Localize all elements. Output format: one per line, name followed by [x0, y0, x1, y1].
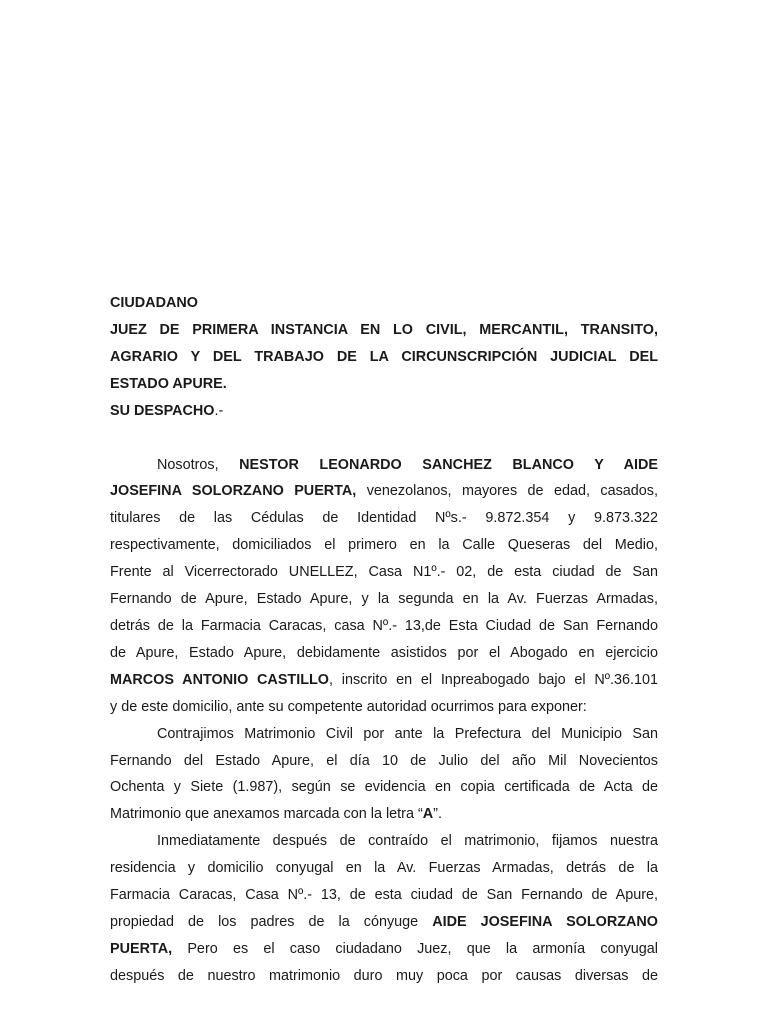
text-line: [110, 452, 658, 479]
addressee-title: CIUDADANO: [110, 295, 198, 311]
paragraph-gap: [110, 425, 658, 452]
text-line: y de este domicilio, ante su competente autoridad ocurrimos para exponer:: [110, 698, 587, 715]
text-line: residencia y domicilio conyugal en la Av. Fuerzas Armadas, detrás de la: [110, 860, 658, 877]
office-suffix: .-: [214, 402, 224, 419]
text-line: Contrajimos Matrimonio Civil por ante la Prefectura del Municipio San: [157, 725, 658, 742]
addressee-court-line-3: ESTADO APURE.: [110, 375, 227, 392]
text-span: Pero es el caso ciudadano Juez, que la armonía conyugal: [172, 940, 658, 957]
text-line: Frente al Vicerrectorado UNELLEZ, Casa N1º.- 02, de esta ciudad de San: [110, 564, 658, 581]
text-span: venezolanos, mayores de edad, casados,: [356, 483, 659, 500]
text-line: después de nuestro matrimonio duro muy poca por causas diversas de: [110, 967, 658, 984]
bold-names: AIDE JOSEFINA SOLORZANO: [432, 913, 658, 930]
text-line: detrás de la Farmacia Caracas, casa Nº.- 13,de Esta Ciudad de San Fernando: [110, 617, 658, 634]
text-line: Ochenta y Siete (1.987), según se evidencia en copia certificada de Acta de: [110, 779, 658, 796]
text-line: titulares de las Cédulas de Identidad Nºs.- 9.872.354 y 9.873.322: [110, 510, 658, 527]
text-line: Farmacia Caracas, Casa Nº.- 13, de esta ciudad de San Fernando de Apure,: [110, 887, 658, 904]
bold-annex-letter: A: [422, 806, 434, 823]
paragraph-residence: [110, 828, 658, 989]
office-label: SU DESPACHO: [110, 402, 215, 419]
text-span: Matrimonio que anexamos marcada con la letra “: [110, 806, 423, 823]
document-page: [110, 290, 658, 990]
text-line: [110, 909, 658, 936]
bold-names: NESTOR LEONARDO SANCHEZ BLANCO Y AIDE: [239, 456, 658, 473]
bold-lawyer-name: MARCOS ANTONIO CASTILLO: [110, 671, 329, 688]
addressee-office: [110, 398, 658, 425]
text-span: Nosotros,: [157, 456, 240, 473]
bold-names: PUERTA,: [110, 940, 173, 957]
text-span: propiedad de los padres de la cónyuge: [110, 913, 433, 930]
addressee-court-line-2: AGRARIO Y DEL TRABAJO DE LA CIRCUNSCRIPCIÓN JUDICIAL DEL: [110, 348, 658, 365]
text-line: [110, 667, 658, 694]
paragraph-parties: [110, 452, 658, 721]
text-line: de Apure, Estado Apure, debidamente asistidos por el Abogado en ejercicio: [110, 644, 658, 661]
addressee-court-line-1: JUEZ DE PRIMERA INSTANCIA EN LO CIVIL, MERCANTIL, TRANSITO,: [110, 321, 658, 338]
text-span: , inscrito en el Inpreabogado bajo el Nº.36.101: [328, 671, 658, 688]
text-line: [110, 801, 658, 828]
text-span: ”.: [433, 806, 442, 823]
text-line: respectivamente, domiciliados el primero en la Calle Queseras del Medio,: [110, 537, 658, 554]
text-line: [110, 936, 658, 963]
text-line: Inmediatamente después de contraído el matrimonio, fijamos nuestra: [157, 833, 658, 850]
text-line: Fernando de Apure, Estado Apure, y la segunda en la Av. Fuerzas Armadas,: [110, 591, 658, 608]
text-line: [110, 478, 658, 505]
bold-names: JOSEFINA SOLORZANO PUERTA,: [110, 483, 357, 500]
text-line: Fernando del Estado Apure, el día 10 de Julio del año Mil Novecientos: [110, 752, 658, 769]
paragraph-marriage: [110, 721, 658, 829]
